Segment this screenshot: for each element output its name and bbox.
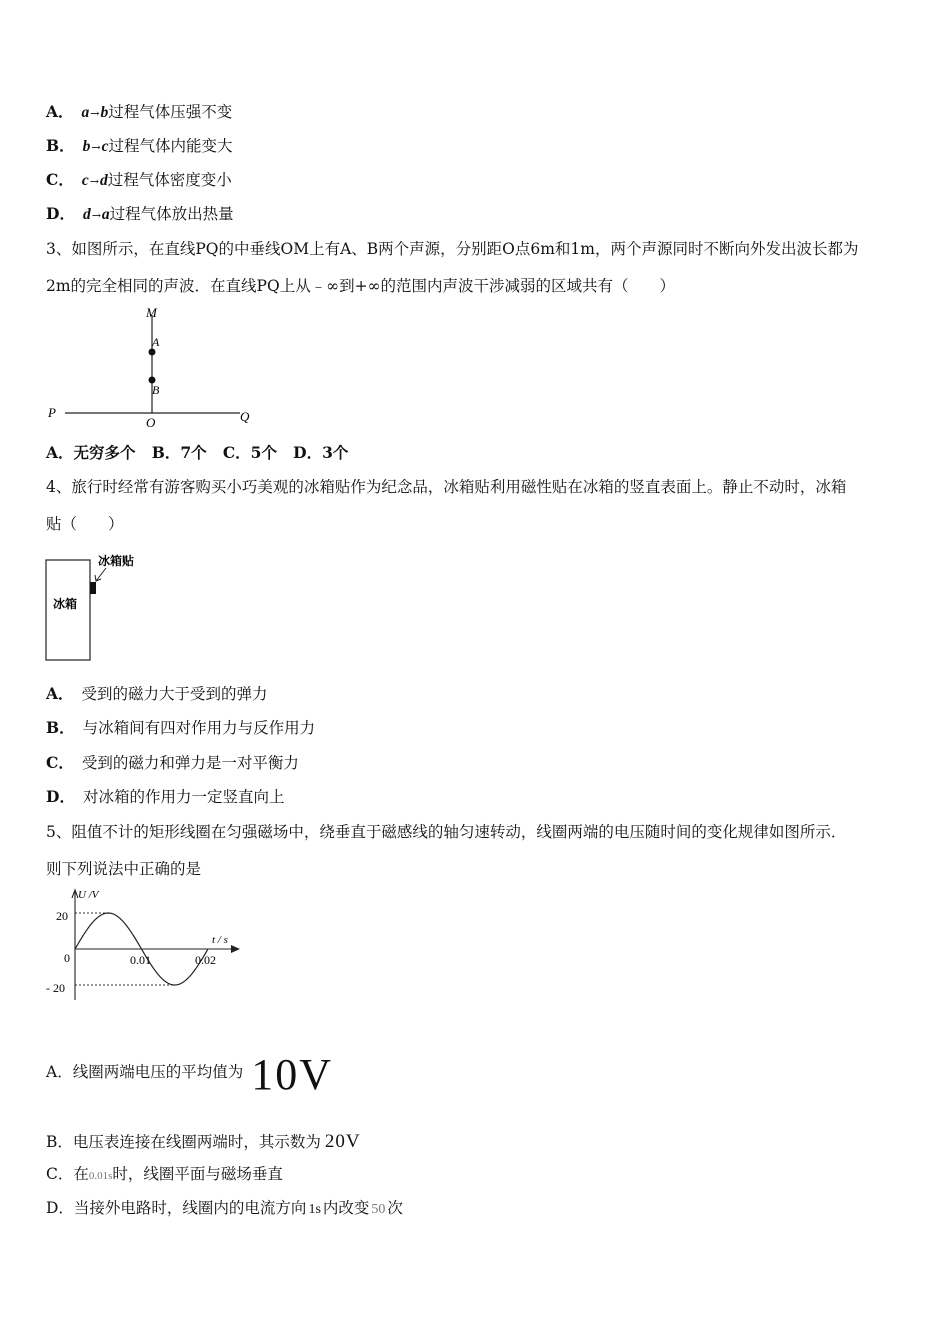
x-label: t / s — [212, 934, 228, 946]
q3-stem-line2: 2m的完全相同的声波．在直线PQ上从﹣∞到+∞的范围内声波干涉减弱的区域共有（ ） — [46, 277, 676, 295]
q5-option-c: C．在0.01s时，线圈平面与磁场垂直 — [46, 1165, 283, 1183]
q3-options: A．无穷多个 B．7个 C．5个 D．3个 — [46, 443, 349, 462]
q4-stem-line1: 4、旅行时经常有游客购买小巧美观的冰箱贴作为纪念品，冰箱贴利用磁性贴在冰箱的竖直表面上。静止不动时，冰箱 — [46, 478, 847, 496]
q5-b-value: 20V — [324, 1131, 361, 1152]
q5-option-d: D．当接外电路时，线圈内的电流方向 1s 内改变 50 次 — [46, 1199, 403, 1217]
source-a-dot — [149, 349, 156, 356]
label-m: M — [146, 305, 157, 320]
tick-20: 20 — [56, 909, 68, 923]
fridge-label: 冰箱 — [53, 597, 78, 611]
q3-stem-line1: 3、如图所示，在直线PQ的中垂线OM上有A、B两个声源，分别距O点6m和1m，两个声源同时不断向外发出波长都为 — [46, 240, 859, 258]
q5-option-b: B．电压表连接在线圈两端时，其示数为 20V — [46, 1131, 361, 1152]
label-q: Q — [240, 409, 250, 424]
q5-option-a: A．线圈两端电压的平均值为 10V — [46, 1050, 333, 1099]
q2-option-d: D． d→a过程气体放出热量 — [46, 204, 234, 223]
magnet-label: 冰箱贴 — [98, 554, 135, 568]
q2-option-c: C． c→d过程气体密度变小 — [46, 170, 232, 189]
x-axis-arrow — [231, 945, 240, 953]
label-a: A — [152, 335, 160, 349]
q2-option-b: B． b→c过程气体内能变大 — [46, 136, 233, 155]
label-p: P — [48, 405, 56, 420]
q2-option-a: A． a→b过程气体压强不变 — [46, 102, 233, 121]
y-label: U /V — [78, 889, 99, 901]
q4-option-b: B． 与冰箱间有四对作用力与反作用力 — [46, 718, 316, 737]
q5-stem-line1: 5、阻值不计的矩形线圈在匀强磁场中，绕垂直于磁感线的轴匀速转动，线圈两端的电压随时间的变化规律如图所示． — [46, 823, 847, 841]
q5-stem-line2: 则下列说法中正确的是 — [46, 860, 202, 878]
q4-option-c: C． 受到的磁力和弹力是一对平衡力 — [46, 753, 299, 772]
q3-figure — [40, 305, 270, 435]
tick-002: 0.02 — [195, 953, 216, 967]
q5-a-value: 10V — [251, 1050, 333, 1099]
tick-001: 0.01 — [130, 953, 151, 967]
tick-neg20: - 20 — [46, 981, 65, 995]
label-b: B — [152, 383, 160, 397]
q4-figure — [40, 548, 160, 668]
q4-option-a: A． 受到的磁力大于受到的弹力 — [46, 684, 268, 703]
q5-c-value: 0.01s — [88, 1170, 113, 1182]
q4-stem-line2: 贴（ ） — [46, 515, 124, 533]
q4-option-d: D． 对冰箱的作用力一定竖直向上 — [46, 787, 285, 806]
q5-d-value2: 50 — [371, 1202, 386, 1217]
q5-d-value1: 1s — [308, 1202, 321, 1217]
origin-label: 0 — [64, 951, 70, 965]
label-o: O — [146, 415, 156, 430]
magnet-rect — [90, 582, 96, 594]
q5-voltage-graph — [40, 886, 250, 1006]
